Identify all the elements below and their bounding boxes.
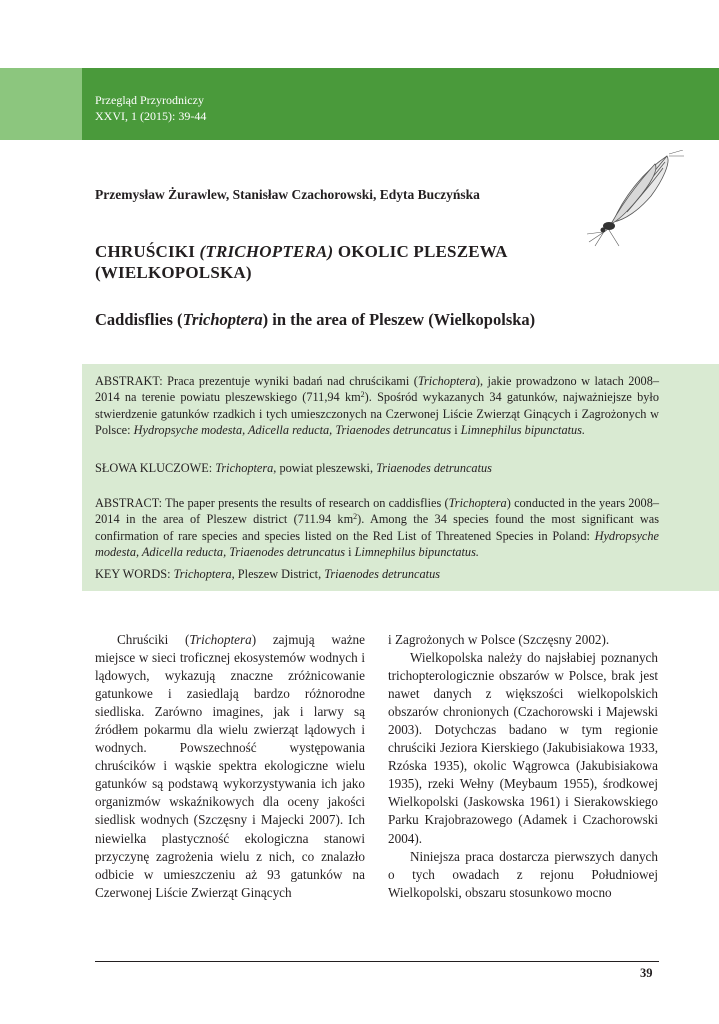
body-paragraph: Niniejsza praca dostarcza pierwszych danych o tych owadach z rejonu Południowej Wielkopolski, obszaru stosunkowo mocno bbox=[388, 848, 658, 900]
body-paragraph: Wielkopolska należy do najsłabiej poznanych trichopterologicznie obszarów w Polsce, brak jest nawet danych z większości wielkopolskich obszarów chronionych (Czachorowski i Majewski 2003). Dotychczas badano w tym regionie chruściki Jeziora Kierskiego (Jakubisiakowa 1933, Rzóska 1935), okolic Wągrowca (Jakubisiakowa 1935), rzeki Wełny (Meybaum 1955), środkowej Wielkopolski (Jaskowska 1961) i Sierakowskiego Parku Krajobrazowego (Adamek i Czachorowski 2004). bbox=[388, 650, 658, 846]
journal-name: Przegląd Przyrodniczy bbox=[95, 93, 204, 107]
journal-info bbox=[95, 92, 206, 124]
body-paragraph: Chruściki (Trichoptera) zajmują ważne miejsce w sieci troficznej ekosystemów wodnych i lądowych, wykazują znaczne zróżnicowanie gatunkowe i zasiedlają bardzo różnorodne siedliska. Zarówno imagines, jak i larwy są źródłem pokarmu dla wielu zwierząt lądowych i wodnych. Powszechność występowania chruścików i wąskie spektra ekologiczne wielu gatunków są podstawą wykorzystywania ich jako organizmów wskaźnikowych dla oceny jakości siedlisk wodnych (Szczęsny i Majecki 2007). Ich niewielka plastyczność ekologiczna stanowi przyczynę zagrożenia wielu z nich, co znalazło odbicie w umieszczeniu aż 93 gatunków na Czerwonej Liście Zwierząt Ginących bbox=[95, 632, 365, 900]
body-paragraph: i Zagrożonych w Polsce (Szczęsny 2002). bbox=[388, 632, 610, 647]
journal-issue: XXVI, 1 (2015): 39-44 bbox=[95, 109, 207, 123]
abstract-polish: ABSTRAKT: Praca prezentuje wyniki badań nad chruścikami (Trichoptera), jakie prowadzono w latach 2008–2014 na terenie powiatu pleszewskiego (711,94 $km^2$). Spośród wykazanych 34 gatunków, najważniejsze było stwierdzenie gatunków rzadkich i tych umieszczonych na Czerwonej Liście Zwierząt Ginących i Zagrożonych w Polsce: Hydropsyche modesta, Adicella reducta, Triaenodes detruncatus i Limnephilus bipunctatus. bbox=[95, 374, 659, 438]
footer-rule bbox=[95, 961, 659, 962]
body-column-left bbox=[95, 631, 365, 902]
abstract-english: ABSTRACT: The paper presents the results of research on caddisflies (Trichoptera) conducted in the years 2008–2014 in the area of Pleszew district (711.94 $km^2$). Among the 34 species found the most significant was confirmation of rare species and species listed on the Red List of Threatened Species in Poland: Hydropsyche modesta, Adicella reducta, Triaenodes detruncatus i Limnephilus bipunctatus. bbox=[95, 496, 659, 560]
keywords-polish: SŁOWA KLUCZOWE: Trichoptera, powiat pleszewski, Triaenodes detruncatus bbox=[95, 461, 492, 475]
article-title-polish: CHRUŚCIKI (TRICHOPTERA) OKOLIC PLESZEWA (WIELKOPOLSKA) bbox=[95, 242, 507, 282]
page-number: 39 bbox=[640, 966, 653, 980]
journal-header-accent bbox=[0, 68, 82, 140]
body-column-right bbox=[388, 631, 658, 902]
article-authors: Przemysław Żurawlew, Stanisław Czachorowski, Edyta Buczyńska bbox=[95, 187, 480, 202]
caddisfly-illustration bbox=[585, 150, 685, 250]
article-title-english: Caddisflies (Trichoptera) in the area of Pleszew (Wielkopolska) bbox=[95, 310, 536, 329]
keywords-english: KEY WORDS: Trichoptera, Pleszew District, Triaenodes detruncatus bbox=[95, 567, 441, 581]
